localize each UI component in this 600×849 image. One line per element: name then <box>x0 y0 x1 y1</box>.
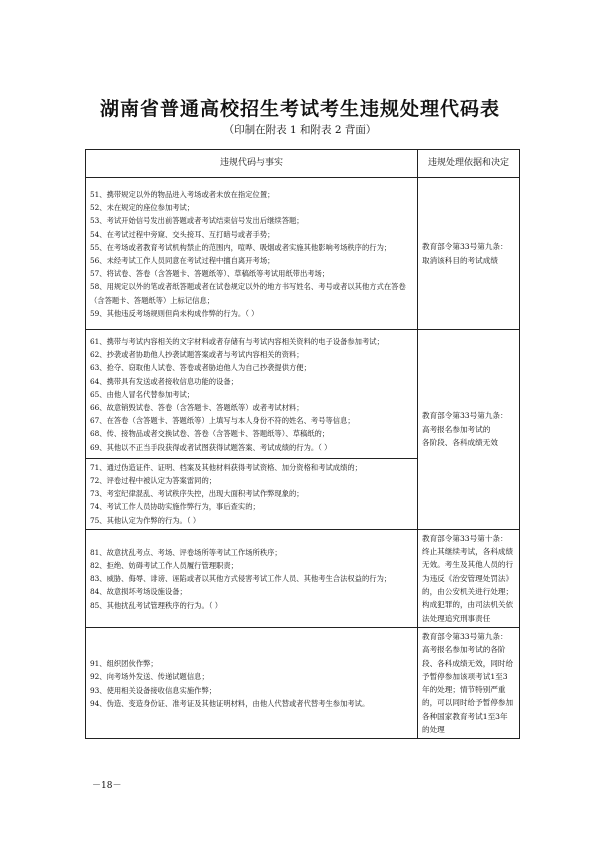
violation-item: 73、考室纪律混乱、考试秩序失控，出现大面积考试作弊现象的； <box>90 489 304 499</box>
violation-item: 65、由他人冒名代替参加考试； <box>90 389 195 399</box>
basis-line: 无效。考生及其他人员的行 <box>422 560 514 570</box>
violation-item: 72、评卷过程中被认定为答案雷同的； <box>90 476 217 486</box>
basis-line: 高考报名参加考试的各阶 <box>422 645 506 655</box>
violation-facts-cell <box>86 178 418 330</box>
violation-item: 57、将试卷、答卷（含答题卡、答题纸等）、草稿纸等考试用纸带出考场； <box>90 269 330 279</box>
violation-item: 56、未经考试工作人员同意在考试过程中擅自离开考场； <box>90 256 275 265</box>
table-header-row <box>86 150 520 178</box>
violation-group <box>90 544 413 614</box>
table-row <box>86 529 520 627</box>
violation-item: 67、在答卷（含答题卡、答题纸等）上填写与本人身份不符的姓名、考号等信息； <box>90 416 355 426</box>
table-row <box>86 627 520 738</box>
table-body <box>86 178 520 739</box>
violation-item: 84、故意损坏考场设施设备； <box>90 587 187 597</box>
violation-facts-cell <box>86 627 418 738</box>
handling-basis-cell <box>418 529 520 627</box>
violation-item: 53、考试开始信号发出前答题或者考试结束信号发出后继续答题； <box>90 216 304 226</box>
handling-basis-cell <box>418 330 520 530</box>
basis-line: 年的处理；情节特别严重 <box>422 685 506 695</box>
page-title: 湖南省普通高校招生考试考生违规处理代码表 <box>99 98 500 120</box>
basis-line: 的，可以同时给予暂停参加 <box>422 698 514 708</box>
violation-facts-cell <box>86 529 418 627</box>
violation-item: 63、抢夺、窃取他人试卷、答卷或者胁迫他人为自己抄袭提供方便； <box>90 363 311 373</box>
basis-line: 教育部令第33号第九条： <box>422 411 508 421</box>
basis-line: 段、各科成绩无效，同时给 <box>422 658 514 668</box>
basis-line: 各种国家教育考试1至3年 <box>422 711 508 721</box>
violation-item: 69、其他以不正当手段获得或者试图获得试题答案、考试成绩的行为。（ ） <box>90 442 332 452</box>
header-basis: 违规处理依据和决定 <box>418 150 520 178</box>
violation-item: 59、其他违反考场规则但尚未构成作弊的行为。（ ） <box>90 308 259 318</box>
violation-item: 94、伪造、变造身份证、准考证及其他证明材料，由他人代替或者代替考生参加考试。 <box>90 698 370 708</box>
basis-line: 为违反《治安管理处罚法》 <box>422 573 514 583</box>
violation-item: 66、故意销毁试卷、答卷（含答题卡、答题纸等）或者考试材料； <box>90 403 304 413</box>
page-subtitle: （印制在附表 1 和附表 2 背面） <box>223 124 377 136</box>
violation-group <box>90 333 413 456</box>
basis-line: 的，由公安机关进行处理； <box>422 587 514 597</box>
basis-line: 高考报名参加考试的 <box>422 424 491 434</box>
violation-item: 51、携带规定以外的物品进入考场或者未放在指定位置； <box>90 189 275 199</box>
header-facts: 违规代码与事实 <box>86 150 418 178</box>
violation-item: 55、在考场或者教育考试机构禁止的范围内，喧哗、吸烟或者实施其他影响考场秩序的行为； <box>90 242 392 252</box>
basis-line: 予暂停参加该项考试1至3 <box>422 671 508 681</box>
violation-item: 92、向考场外发送、传递试题信息； <box>90 672 209 682</box>
table-row <box>86 330 520 530</box>
violation-item: 83、威胁、侮辱、诽谤、诬陷或者以其他方式侵害考试工作人员、其他考生合法权益的行为； <box>90 574 392 584</box>
handling-basis-cell <box>418 178 520 330</box>
basis-line: 教育部令第33号第九条： <box>422 631 508 641</box>
page-number: －18－ <box>92 781 122 791</box>
violation-item: 58、用规定以外的笔或者纸答题或者在试卷规定以外的地方书写姓名、考号或者以其他方式在答卷（含答题卡、答题纸等）上标记信息； <box>90 282 406 305</box>
violation-item: 62、抄袭或者协助他人抄袭试题答案或者与考试内容相关的资料； <box>90 350 304 360</box>
violation-item: 93、使用相关设备接收信息实施作弊； <box>90 685 217 695</box>
violation-item: 85、其他扰乱考试管理秩序的行为。（ ） <box>90 600 223 610</box>
violation-item: 71、通过伪造证件、证明、档案及其他材料获得考试资格、加分资格和考试成绩的； <box>90 462 362 472</box>
violation-item: 74、考试工作人员协助实施作弊行为，事后查实的； <box>90 502 260 512</box>
violation-item: 61、携带与考试内容相关的文字材料或者存储有与考试内容相关资料的电子设备参加考试； <box>90 337 384 346</box>
basis-line: 教育部令第33号第十条： <box>422 533 508 543</box>
basis-line: 构成犯罪的，由司法机关依 <box>422 600 514 610</box>
violation-item: 91、组织团伙作弊； <box>90 659 158 669</box>
basis-line: 终止其继续考试，各科成绩 <box>422 547 514 557</box>
violation-item: 54、在考试过程中旁窥、交头接耳、互打暗号或者手势； <box>90 229 275 239</box>
violation-code-table <box>85 149 520 739</box>
violation-group <box>86 458 417 527</box>
basis-line: 法处理追究刑事责任 <box>422 613 491 623</box>
basis-line: 的处理 <box>422 725 445 734</box>
violation-item: 52、未在规定的座位参加考试； <box>90 203 195 213</box>
violation-item: 81、故意扰乱考点、考场、评卷场所等考试工作场所秩序； <box>90 547 282 557</box>
table-row <box>86 178 520 330</box>
basis-line: 取消该科目的考试成绩 <box>422 255 498 265</box>
violation-item: 75、其他认定为作弊的行为。（ ） <box>90 515 201 525</box>
violation-group <box>90 655 413 712</box>
violation-item: 82、拒绝、妨碍考试工作人员履行管理职责； <box>90 561 238 571</box>
basis-line: 各阶段、各科成绩无效 <box>422 438 498 448</box>
violation-item: 64、携带具有发送或者接收信息功能的设备； <box>90 376 238 386</box>
violation-facts-cell <box>86 330 418 530</box>
handling-basis-cell <box>418 627 520 738</box>
violation-group <box>90 186 413 322</box>
violation-item: 68、传、接物品或者交换试卷、答卷（含答题卡、答题纸等）、草稿纸的； <box>90 429 330 439</box>
basis-line: 教育部令第33号第九条： <box>422 242 508 252</box>
